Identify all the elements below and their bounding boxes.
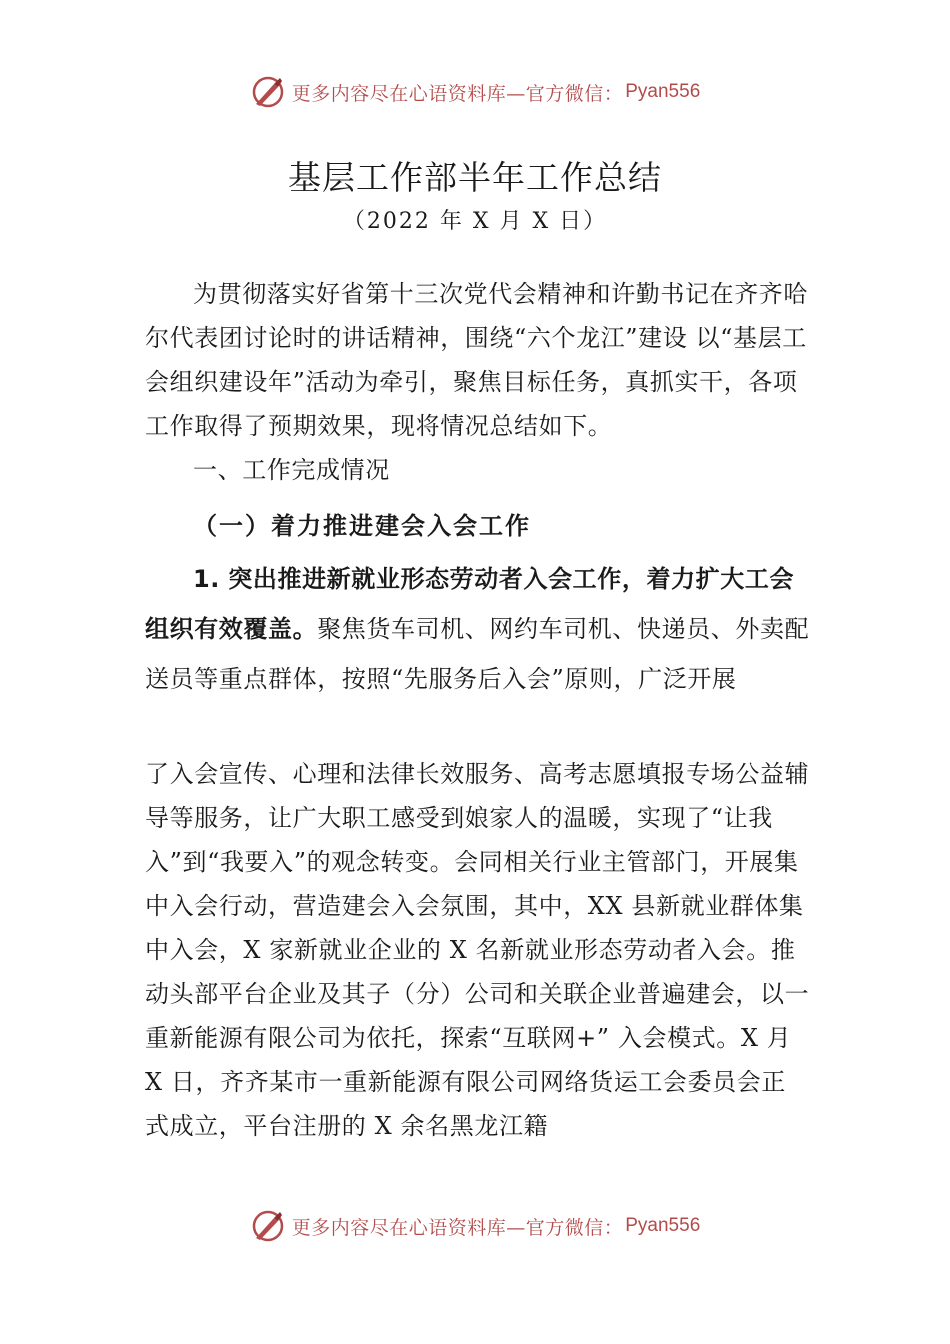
- document-title: 基层工作部半年工作总结: [288, 158, 662, 197]
- section-heading: 一、工作完成情况: [193, 456, 390, 484]
- watermark-handle: Pyan556: [625, 1215, 701, 1236]
- watermark-text: 更多内容尽在心语资料库—官方微信：: [291, 82, 624, 105]
- pen-logo-icon: [250, 1208, 286, 1244]
- subsection-heading: （一）着力推进建会入会工作: [193, 511, 531, 540]
- intro-paragraph: 为贯彻落实好省第十三次党代会精神和许勤书记在齐齐哈尔代表团讨论时的讲话精神，围绕“六个龙江”建设 以“基层工会组织建设年”活动为牵引，聚焦目标任务，真抓实干，各项工作取得了预期效果，现将情况总结如下。: [145, 280, 808, 440]
- pen-logo-icon: [250, 74, 286, 110]
- item-lead: 突出推进新就业形态劳动者入会工作，着力扩大工会组织有效覆盖。: [145, 565, 795, 643]
- item-text: 聚焦货车司机、网约车司机、快递员、外卖配送员等重点群体，按照“先服务后入会”原则，广泛开展: [145, 615, 810, 693]
- document-date: （2022 年 X 月 X 日）: [342, 209, 608, 234]
- item-paragraph: [145, 554, 810, 704]
- watermark-handle: Pyan556: [625, 81, 701, 102]
- item-number: 1.: [193, 565, 221, 593]
- watermark-text: 更多内容尽在心语资料库—官方微信：: [291, 1216, 624, 1239]
- watermark-footer: [0, 1204, 950, 1248]
- watermark-header: [0, 70, 950, 114]
- continuation-paragraph: 了入会宣传、心理和法律长效服务、高考志愿填报专场公益辅导等服务，让广大职工感受到娘家人的温暖，实现了“让我入”到“我要入”的观念转变。会同相关行业主管部门，开展集中入会行动，营造建会入会氛围，其中，XX 县新就业群体集中入会，X 家新就业企业的 X 名新就业形态劳动者入会。推动头部平台企业及其子（分）公司和关联企业普遍建会，以一重新能源有限公司为依托，探索“互联网+” 入会模式。X 月 X 日，齐齐某市一重新能源有限公司网络货运工会委员会正式成立，平台注册的 X 余名黑龙江籍: [145, 760, 810, 1140]
